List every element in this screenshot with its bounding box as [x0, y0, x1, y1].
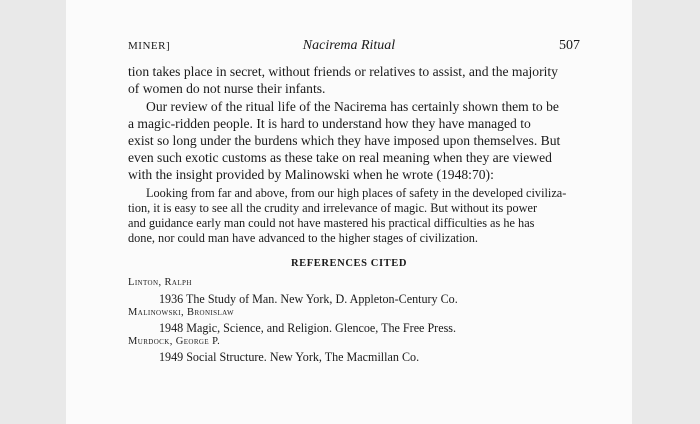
reference-entry: 1949 Social Structure. New York, The Macmillan Co. — [159, 350, 420, 364]
body-line: with the insight provided by Malinowski when he wrote (1948:70): — [128, 167, 494, 182]
running-head-title: Nacirema Ritual — [302, 38, 396, 53]
body-line: a magic-ridden people. It is hard to understand how they have managed to — [128, 116, 531, 131]
paragraph-first-line: Our review of the ritual life of the Nacirema has certainly shown them to be — [146, 99, 559, 114]
reference-author: Linton, Ralph — [128, 277, 192, 288]
body-line: tion takes place in secret, without friends or relatives to assist, and the majority — [128, 64, 558, 79]
reference-entry: 1948 Magic, Science, and Religion. Glencoe, The Free Press. — [159, 321, 457, 335]
reference-author: Malinowski, Bronislaw — [128, 307, 235, 318]
block-quote-line: tion, it is easy to see all the crudity and irrelevance of magic. But without its power — [128, 201, 538, 215]
block-quote-line: and guidance early man could not have mastered his practical difficulties as he has — [128, 216, 535, 230]
reference-author: Murdock, George P. — [128, 336, 221, 347]
body-line: exist so long under the burdens which they have imposed upon themselves. But — [128, 133, 561, 148]
body-line: of women do not nurse their infants. — [128, 81, 326, 96]
references-heading: REFERENCES CITED — [290, 258, 408, 269]
body-line: even such exotic customs as these take on real meaning when they are viewed — [128, 150, 552, 165]
block-quote-line: Looking from far and above, from our high places of safety in the developed civiliza- — [146, 186, 567, 200]
running-head-author: MINER] — [128, 40, 171, 52]
journal-page — [66, 0, 632, 424]
block-quote-line: done, nor could man have advanced to the higher stages of civilization. — [128, 231, 479, 245]
page-number: 507 — [559, 38, 580, 53]
reference-entry: 1936 The Study of Man. New York, D. Appleton-Century Co. — [159, 292, 458, 306]
